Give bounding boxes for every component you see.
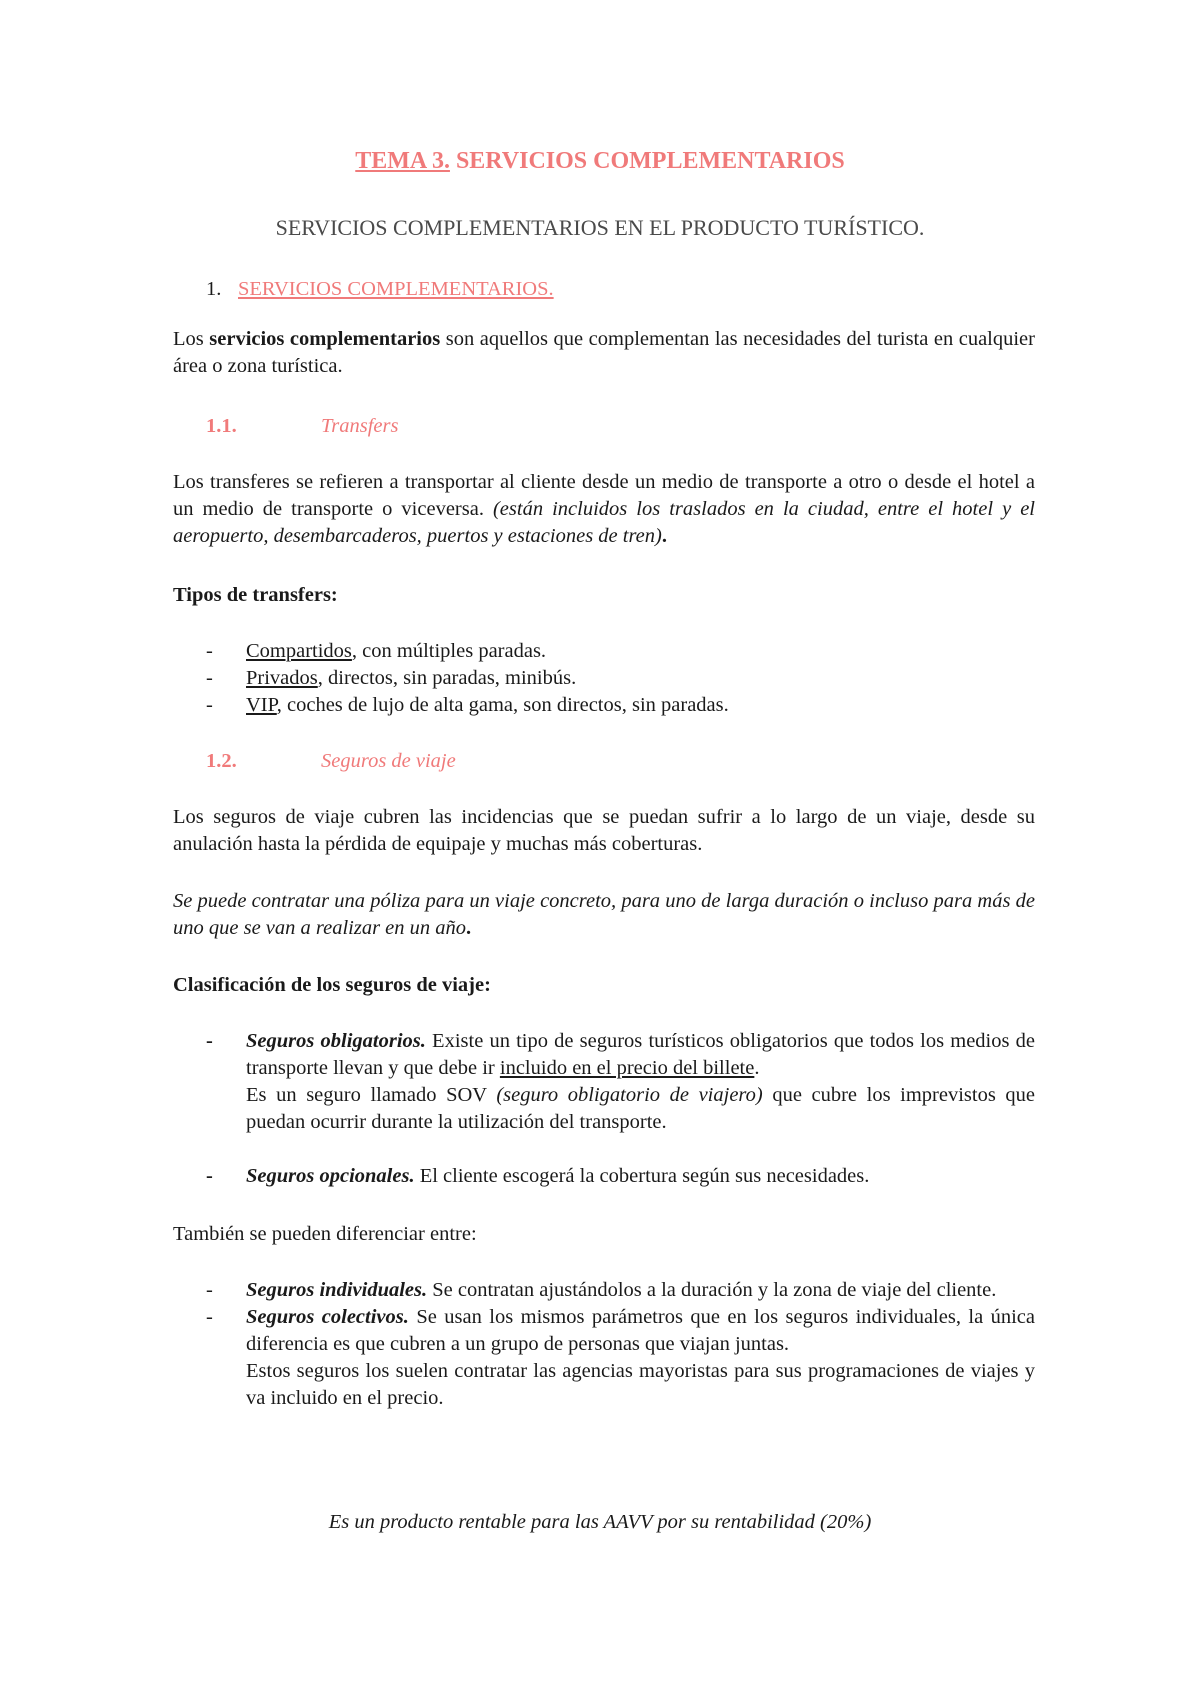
clasificacion-heading: Clasificación de los seguros de viaje:: [173, 974, 491, 996]
list-item: [206, 692, 1035, 719]
section-1-number: 1.: [206, 278, 222, 300]
transfers-text: Los transferes se refieren a transportar al cliente desde un medio de transporte a otro o desde el hotel a un medio de transporte o viceversa.: [173, 471, 1035, 520]
subsection-1-2-title: Seguros de viaje: [321, 750, 456, 772]
seguros-italic-end: .: [466, 917, 472, 939]
section-1-label: SERVICIOS COMPLEMENTARIOS.: [238, 278, 554, 300]
list-item-term: Privados: [246, 667, 318, 689]
clasificacion-list: [206, 1028, 1035, 1190]
list-dash: -: [206, 640, 213, 662]
list-item-text: El cliente escogerá la cobertura según sus necesidades.: [414, 1165, 870, 1187]
list-item-text: Se usan los mismos parámetros que en los seguros individuales, la única diferencia es que cubren a un grupo de personas que viajan juntas.: [246, 1306, 1035, 1355]
list-item-text: Existe un tipo de seguros turísticos obligatorios que todos los medios de transporte llevan y que debe ir: [246, 1030, 1035, 1079]
section-1-heading: [206, 276, 554, 303]
sov-italic: (seguro obligatorio de viajero): [496, 1084, 763, 1106]
tambien-paragraph: También se pueden diferenciar entre:: [173, 1223, 477, 1245]
list-item-underlined: incluido en el precio del billete: [499, 1057, 755, 1079]
list-item-term: Seguros obligatorios.: [246, 1030, 426, 1052]
subsection-1-1-heading: [206, 413, 398, 440]
list-item-term: Seguros colectivos.: [246, 1306, 409, 1328]
sov-text-a: Es un seguro llamado SOV: [246, 1084, 497, 1106]
closing-statement: Es un producto rentable para las AAVV por su rentabilidad (20%): [328, 1511, 872, 1533]
list-dash: -: [206, 667, 213, 689]
list-item-continuation: [246, 1082, 1035, 1136]
transfers-paragraph: [173, 469, 1035, 550]
list-item-text: , coches de lujo de alta gama, son directos, sin paradas.: [276, 694, 729, 716]
tipos-seguros-list: [206, 1277, 1035, 1412]
intro-bold-term: servicios complementarios: [209, 328, 441, 350]
list-dash: -: [206, 694, 213, 716]
list-item-end: .: [754, 1057, 760, 1079]
subsection-1-2-number: 1.2.: [206, 750, 237, 772]
seguros-italic-text: Se puede contratar una póliza para un viaje concreto, para uno de larga duración o incluso para más de uno que se van a realizar en un año: [173, 890, 1035, 939]
transfers-end: .: [661, 525, 667, 547]
page-title: [0, 146, 1200, 176]
list-item: [206, 1277, 1035, 1304]
sov-text-b: que cubre los imprevistos que puedan ocurrir durante la utilización del transporte.: [246, 1084, 1036, 1133]
intro-lead: Los: [173, 328, 210, 350]
intro-paragraph: [173, 326, 1035, 380]
list-dash: -: [206, 1306, 213, 1328]
list-item-continuation: Estos seguros los suelen contratar las agencias mayoristas para sus programaciones de viajes y va incluido en el precio.: [246, 1360, 1035, 1409]
tipos-transfers-heading: Tipos de transfers:: [173, 584, 338, 606]
seguros-paragraph: Los seguros de viaje cubren las incidencias que se puedan sufrir a lo largo de un viaje, desde su anulación hasta la pérdida de equipaje y muchas más coberturas.: [173, 806, 1035, 855]
seguros-italic-paragraph: [173, 888, 1035, 942]
title-rest: SERVICIOS COMPLEMENTARIOS: [449, 148, 845, 174]
list-item: [206, 665, 1035, 692]
list-item-text: , con múltiples paradas.: [351, 640, 547, 662]
page-subtitle: SERVICIOS COMPLEMENTARIOS EN EL PRODUCTO TURÍSTICO.: [275, 215, 925, 240]
list-dash: -: [206, 1279, 213, 1301]
title-prefix: TEMA 3.: [355, 148, 450, 174]
subsection-1-2-heading: [206, 748, 456, 775]
list-dash: -: [206, 1030, 213, 1052]
subsection-1-1-number: 1.1.: [206, 415, 237, 437]
list-item: [206, 1163, 1035, 1190]
list-item-term: Seguros opcionales.: [246, 1165, 415, 1187]
subsection-1-1-title: Transfers: [321, 415, 399, 437]
list-item-term: VIP: [246, 694, 277, 716]
list-item: [206, 638, 1035, 665]
list-item-text: , directos, sin paradas, minibús.: [317, 667, 577, 689]
list-dash: -: [206, 1165, 213, 1187]
list-item: [206, 1028, 1035, 1136]
list-item-term: Seguros individuales.: [246, 1279, 428, 1301]
list-item-text: Se contratan ajustándolos a la duración y la zona de viaje del cliente.: [427, 1279, 997, 1301]
intro-rest: son aquellos que complementan las necesidades del turista en cualquier área o zona turística.: [173, 328, 1035, 377]
tipos-transfers-list: [206, 638, 1035, 719]
list-item: [206, 1304, 1035, 1412]
list-item-term: Compartidos: [246, 640, 352, 662]
transfers-italic-note: (están incluidos los traslados en la ciudad, entre el hotel y el aeropuerto, desembarcaderos, puertos y estaciones de tren): [173, 498, 1035, 547]
